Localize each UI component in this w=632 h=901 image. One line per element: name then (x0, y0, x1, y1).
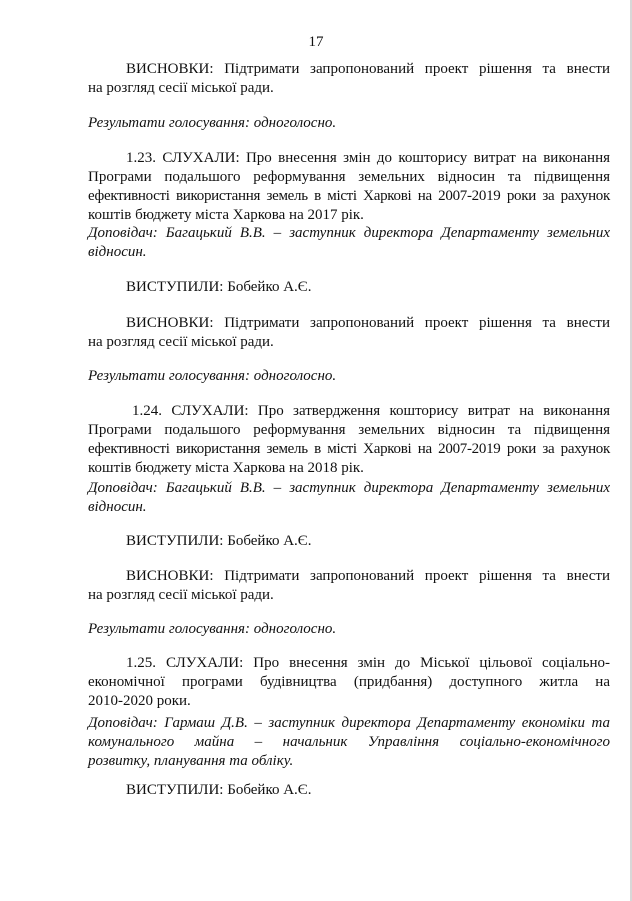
text-line: Доповідач: Багацький В.В. – заступник директора Департаменту земельних (88, 480, 610, 496)
text-line: ВИСНОВКИ: Підтримати запропонований проект рішення та внести (126, 61, 610, 77)
text-line: коштів бюджету міста Харкова на 2017 рік. (88, 207, 364, 223)
speaker-paragraph (88, 714, 610, 771)
text-line: ВИСНОВКИ: Підтримати запропонований проект рішення та внести (126, 568, 610, 584)
spoke-paragraph (88, 532, 610, 551)
text-line: Доповідач: Багацький В.В. – заступник директора Департаменту земельних (88, 225, 610, 241)
text-line: відносин. (88, 244, 147, 260)
heard-paragraph-1-23 (88, 149, 610, 225)
text-line: Доповідач: Гармаш Д.В. – заступник директора Департаменту економіки та (88, 715, 610, 731)
spoke-paragraph (88, 781, 610, 800)
text-line: ВИСТУПИЛИ: Бобейко А.Є. (126, 533, 312, 549)
voting-results (88, 114, 610, 133)
conclusions-paragraph (88, 60, 610, 98)
speaker-paragraph (88, 479, 610, 517)
heard-paragraph-1-25 (88, 654, 610, 711)
text-line: відносин. (88, 499, 147, 515)
text-line: комунального майна – начальник Управління соціально-економічного (88, 734, 610, 750)
conclusions-paragraph (88, 567, 610, 605)
heard-paragraph-1-24 (88, 402, 610, 478)
text-line: Результати голосування: одноголосно. (88, 621, 337, 637)
text-line: на розгляд сесії міської ради. (88, 334, 274, 350)
spoke-paragraph (88, 278, 610, 297)
text-line: на розгляд сесії міської ради. (88, 80, 274, 96)
speaker-paragraph (88, 224, 610, 262)
text-line: Результати голосування: одноголосно. (88, 368, 337, 384)
page-number: 17 (308, 34, 324, 50)
text-line: ВИСНОВКИ: Підтримати запропонований проект рішення та внести (126, 315, 610, 331)
text-line: ВИСТУПИЛИ: Бобейко А.Є. (126, 279, 312, 295)
text-line: Програми подальшого реформування земельних відносин та підвищення (88, 169, 610, 185)
text-line: економічної програми будівництва (придбання) доступного житла на (88, 674, 610, 690)
text-line: 1.24. СЛУХАЛИ: Про затвердження кошторису витрат на виконання (132, 403, 610, 419)
text-line: 1.23. СЛУХАЛИ: Про внесення змін до кошторису витрат на виконання (126, 150, 610, 166)
text-line: коштів бюджету міста Харкова на 2018 рік. (88, 460, 364, 476)
text-line: ефективності використання земель в місті Харкові на 2007-2019 роки за рахунок (88, 188, 610, 204)
text-line: ВИСТУПИЛИ: Бобейко А.Є. (126, 782, 312, 798)
text-line: 2010-2020 роки. (88, 693, 191, 709)
text-line: Результати голосування: одноголосно. (88, 115, 337, 131)
voting-results (88, 367, 610, 386)
text-line: Програми подальшого реформування земельних відносин та підвищення (88, 422, 610, 438)
text-line: на розгляд сесії міської ради. (88, 587, 274, 603)
voting-results (88, 620, 610, 639)
text-line: 1.25. СЛУХАЛИ: Про внесення змін до Міської цільової соціально- (126, 655, 610, 671)
conclusions-paragraph (88, 314, 610, 352)
text-line: ефективності використання земель в місті Харкові на 2007-2019 роки за рахунок (88, 441, 610, 457)
text-line: розвитку, планування та обліку. (88, 753, 294, 769)
